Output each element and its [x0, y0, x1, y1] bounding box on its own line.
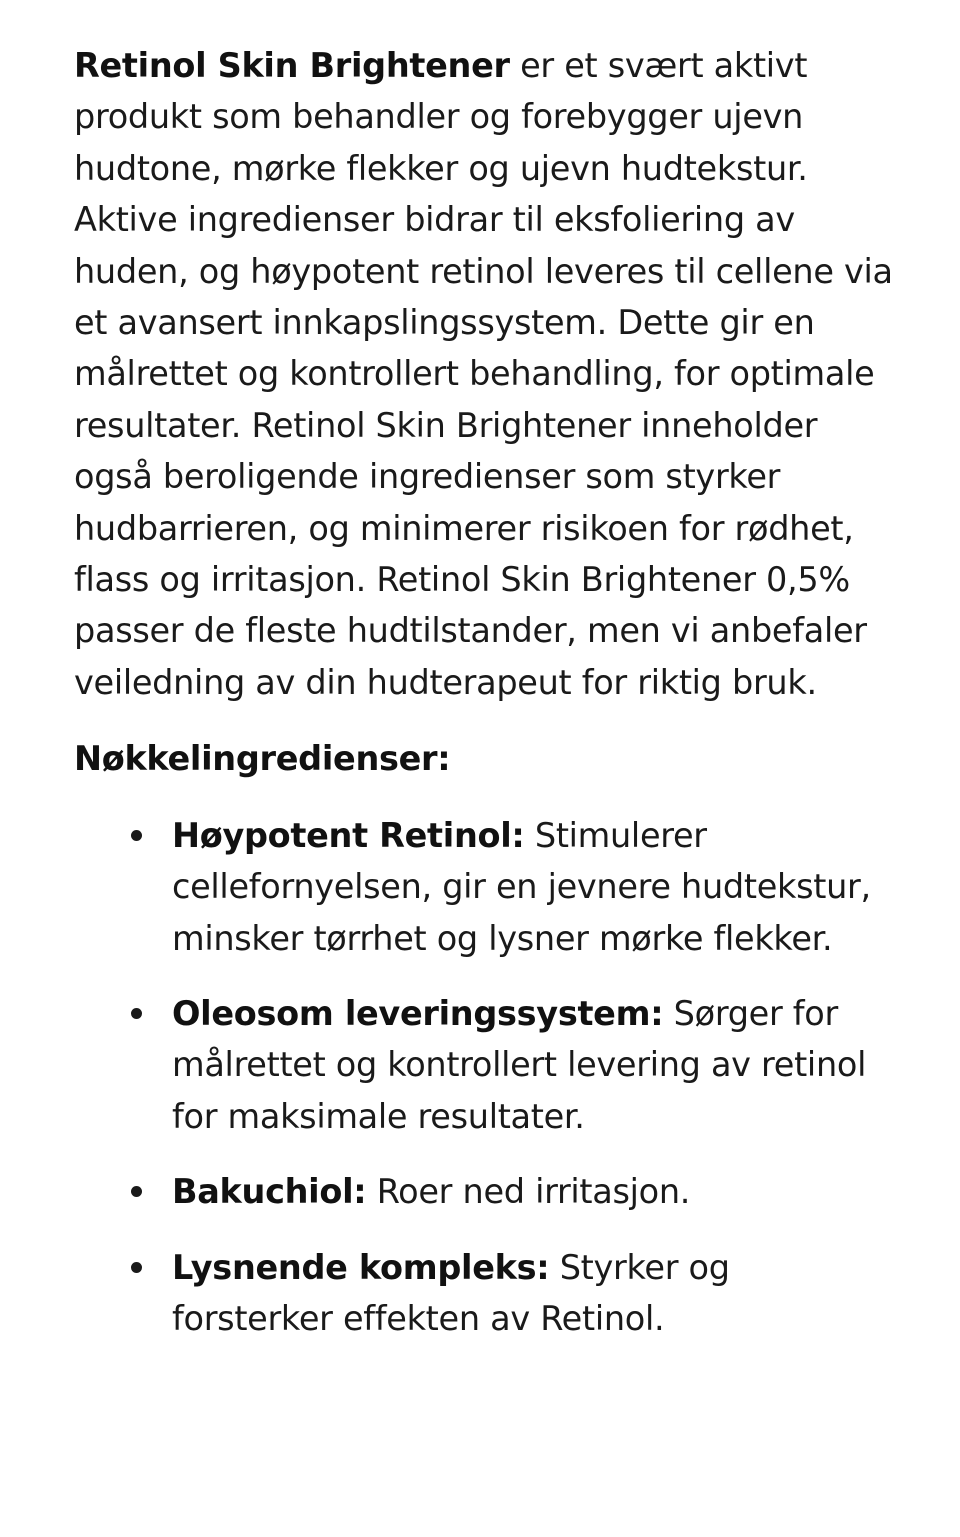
- list-item: [74, 810, 900, 964]
- ingredient-description: Styrker og forsterker effekten av Retinol.: [172, 1247, 730, 1338]
- intro-paragraph: [74, 40, 900, 708]
- ingredient-description: Roer ned irritasjon.: [366, 1172, 691, 1212]
- ingredient-description: Stimulerer cellefornyelsen, gir en jevnere hudtekstur, minsker tørrhet og lysner mørke flekker.: [172, 815, 871, 958]
- ingredient-name: Oleosom leveringssystem:: [172, 993, 664, 1033]
- key-ingredients-list: [74, 810, 900, 1345]
- bullet-icon: [131, 1262, 142, 1273]
- product-name: Retinol Skin Brightener: [74, 46, 510, 85]
- key-ingredients-heading: Nøkkelingredienser:: [74, 739, 451, 779]
- intro-text: er et svært aktivt produkt som behandler og forebygger ujevn hudtone, mørke flekker og ujevn hudtekstur. Aktive ingredienser bidrar til eksfoliering av huden, og høypotent retinol leveres til cellene via et avansert innkapslingssystem. Dette gir en målrettet og kontrollert behandling, for optimale resultater. Retinol Skin Brightener inneholder også beroligende ingredienser som styrker hudbarrieren, og minimerer risikoen for rødhet, flass og irritasjon. Retinol Skin Brightener 0,5% passer de fleste hudtilstander, men vi anbefaler veiledning av din hudterapeut for riktig bruk.: [74, 46, 893, 702]
- ingredient-name: Bakuchiol:: [172, 1172, 367, 1212]
- ingredient-description: Sørger for målrettet og kontrollert levering av retinol for maksimale resultater.: [172, 993, 867, 1136]
- list-item: [74, 988, 900, 1142]
- bullet-icon: [131, 830, 142, 841]
- list-item: [74, 1166, 900, 1217]
- ingredient-name: Lysnende kompleks:: [172, 1247, 550, 1287]
- ingredient-name: Høypotent Retinol:: [172, 815, 525, 855]
- list-item: [74, 1242, 900, 1345]
- bullet-icon: [131, 1186, 142, 1197]
- bullet-icon: [131, 1008, 142, 1019]
